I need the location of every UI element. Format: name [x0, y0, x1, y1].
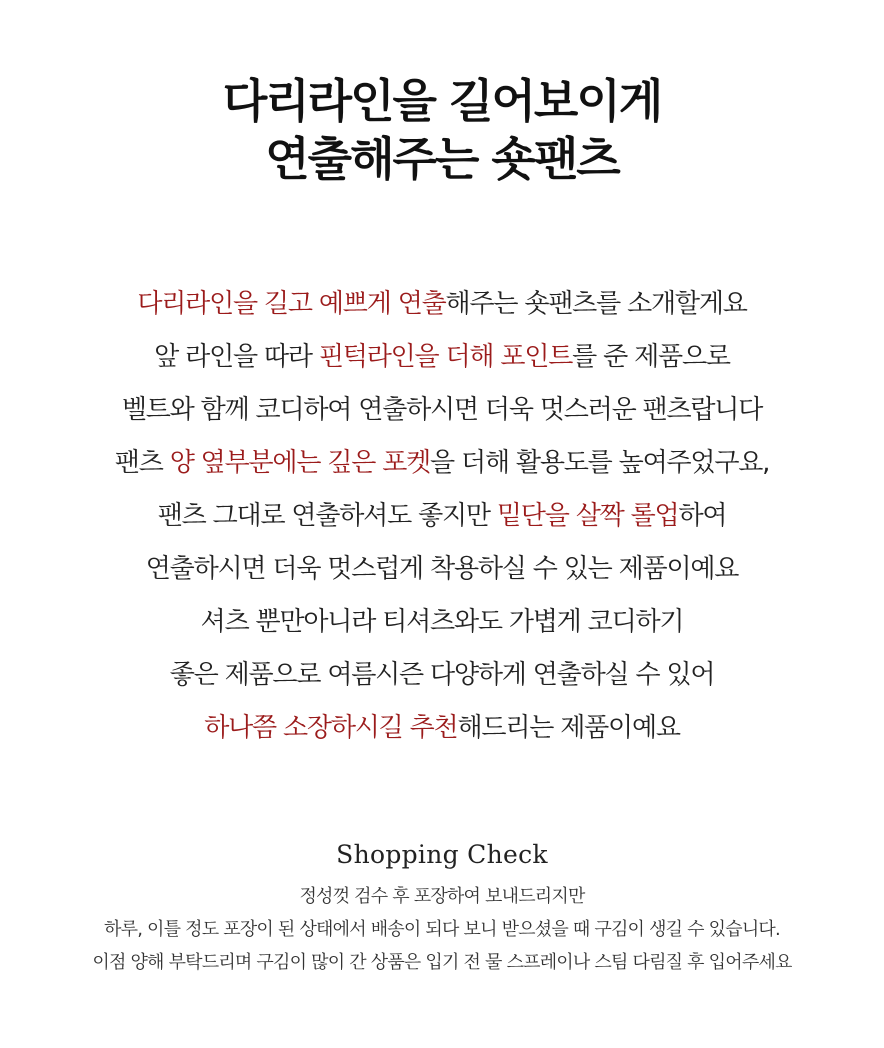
- plain-text: 하여: [678, 501, 727, 531]
- description-line-4: [0, 437, 884, 490]
- highlight-text: 다리라인을 길고 예쁘게 연출: [137, 289, 446, 319]
- description-line-8: 좋은 제품으로 여름시즌 다양하게 연출하실 수 있어: [169, 660, 715, 690]
- description-line-9: [0, 702, 884, 755]
- page-title: [0, 72, 884, 188]
- plain-text: 를 준 제품으로: [572, 342, 730, 372]
- plain-text: 팬츠: [114, 448, 170, 478]
- title-line-2: 연출해주는 숏팬츠: [265, 132, 619, 186]
- description-line-1: [0, 278, 884, 331]
- description-line-6: 연출하시면 더욱 멋스럽게 착용하실 수 있는 제품이예요: [145, 554, 739, 584]
- description-line-3: 벨트와 함께 코디하여 연출하시면 더욱 멋스러운 팬츠랍니다: [121, 395, 763, 425]
- highlight-text: 하나쯤 소장하시길 추천: [204, 713, 458, 743]
- shopping-check-notice: [0, 880, 884, 979]
- plain-text: 을 더해 활용도를 높여주었구요,: [430, 448, 770, 478]
- plain-text: 앞 라인을 따라: [154, 342, 319, 372]
- description-line-5: [0, 490, 884, 543]
- shopping-check-title: Shopping Check: [336, 840, 548, 869]
- highlight-text: 밑단을 살짝 롤업: [496, 501, 679, 531]
- notice-line-2: 하루, 이틀 정도 포장이 된 상태에서 배송이 되다 보니 받으셨을 때 구김이 생길 수 있습니다.: [104, 919, 780, 940]
- title-line-1: 다리라인을 길어보이게: [222, 74, 662, 128]
- plain-text: 해주는 숏팬츠를 소개할게요: [445, 289, 747, 319]
- plain-text: 팬츠 그대로 연출하셔도 좋지만: [157, 501, 497, 531]
- description-line-2: [0, 331, 884, 384]
- highlight-text: 핀턱라인을 더해 포인트: [318, 342, 573, 372]
- highlight-text: 양 옆부분에는 깊은 포켓: [169, 448, 431, 478]
- description-line-7: 셔츠 뿐만아니라 티셔츠와도 가볍게 코디하기: [200, 607, 684, 637]
- product-description: [0, 278, 884, 755]
- notice-line-3: 이점 양해 부탁드리며 구김이 많이 간 상품은 입기 전 물 스프레이나 스팀 다림질 후 입어주세요: [92, 952, 792, 973]
- plain-text: 해드리는 제품이예요: [457, 713, 680, 743]
- notice-line-1: 정성껏 검수 후 포장하여 보내드리지만: [299, 886, 585, 907]
